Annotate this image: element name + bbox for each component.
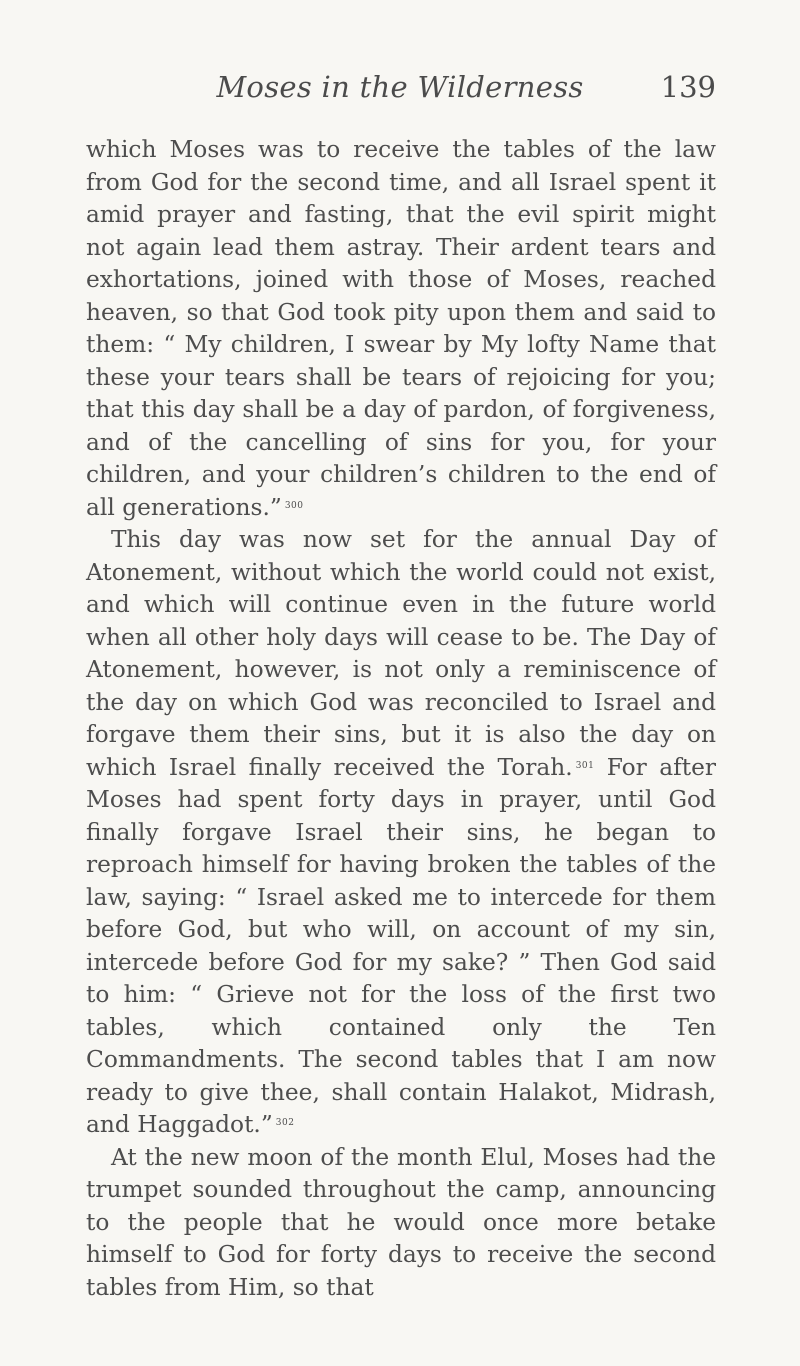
paragraph-2-text-part2: For after Moses had spent forty days in prayer, until God finally forgave Israel their sins, he began to reproach himself for having broken the tables of the law, saying: “ Israel asked me to intercede for them before God, but who will, on account of my sin, intercede before God for my sake? ” Then God said to him: “ Grieve not for the loss of the first two tables, which contained only the Ten Commandments. The second tables that I am now ready to give thee, shall contain Halakot, Midrash, and Haggadot.” (86, 753, 716, 1138)
paragraph-2-text-part1: This day was now set for the annual Day of Atonement, without which the world could not exist, and which will continue even in the future world when all other holy days will cease to be. The Day of Atonement, however, is not only a reminiscence of the day on which God was reconciled to Israel and forgave them their sins, but it is also the day on which Israel finally received the Torah. (86, 526, 716, 781)
paragraph-3-text: At the new moon of the month Elul, Moses had the trumpet sounded throughout the camp, announcing to the people that he would once more betake himself to God for forty days to receive the second tables from Him, so that (86, 1143, 716, 1301)
footnote-ref-302: 302 (275, 1118, 295, 1128)
page-header (86, 70, 716, 110)
footnote-ref-301: 301 (575, 760, 595, 771)
paragraph-3 (86, 1142, 716, 1305)
page-number: 139 (660, 70, 716, 104)
paragraph-2 (86, 524, 716, 1142)
running-title: Moses in the Wilderness (216, 70, 584, 104)
body-text (86, 134, 716, 1304)
paragraph-1-text: which Moses was to receive the tables of the law from God for the second time, and all Israel spent it amid prayer and fasting, that the evil spirit might not again lead them astray. Their ardent tears and exhortations, joined with those of Moses, reached heaven, so that God took pity upon them and said to them: “ My children, I swear by My lofty Name that these your tears shall be tears of rejoicing for you; that this day shall be a day of pardon, of forgiveness, and of the cancelling of sins for you, for your children, and your children’s children to the end of all generations.” (86, 136, 716, 521)
footnote-ref-300: 300 (284, 500, 304, 511)
paragraph-1 (86, 134, 716, 524)
